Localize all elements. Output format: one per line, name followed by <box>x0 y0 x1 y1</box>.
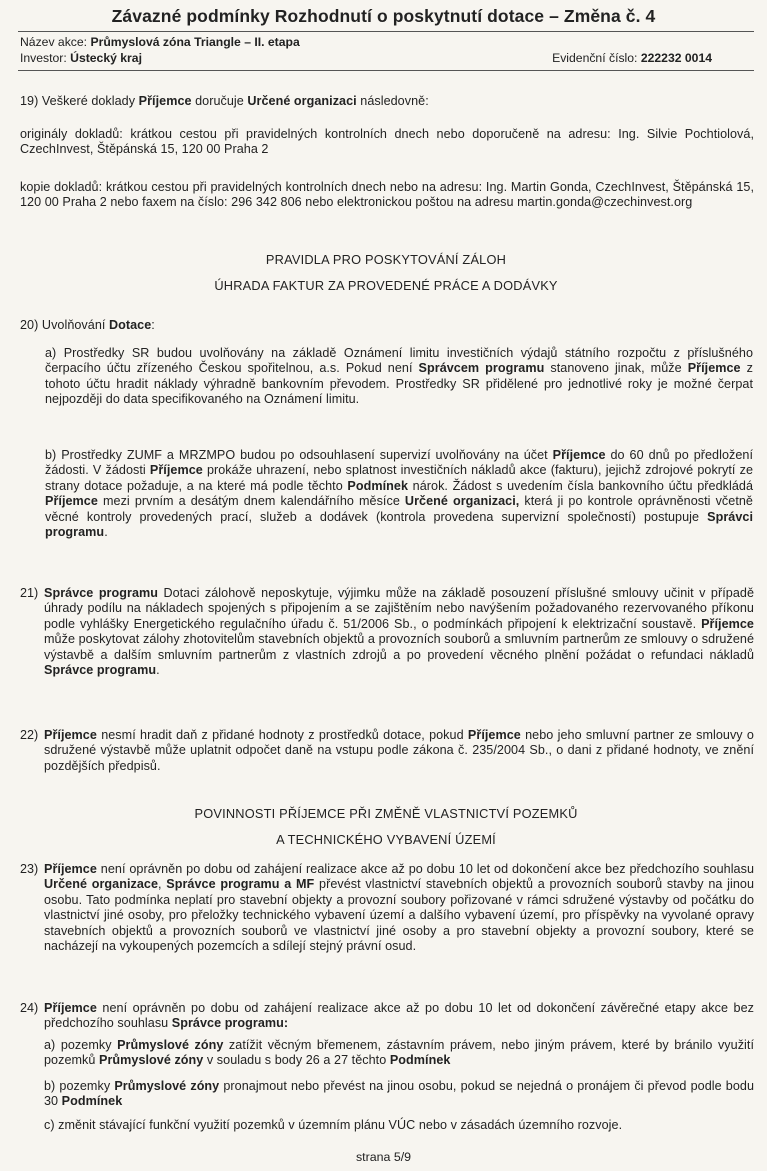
originals-address: originály dokladů: krátkou cestou při pravidelných kontrolních dnech nebo doporučeně na adresu: Ing. Silvie Pochtiolová, CzechInvest, Štěpánská 15, 120 00 Praha 2 <box>20 127 754 157</box>
bold-text: Průmyslové zóny <box>99 1053 204 1068</box>
text: převést vlastnictví stavebních objektů a provozních souborů stavby na jinou osobu. Tato podmínka neplatí pro stavební objekty a provozní soubory pořizované v rámci sdružené výstavby od počátku do vlastnictví jiné osoby, pro přeložky technického vybavení území a dalšího vybavení území, pro příspěvky na vyvolané opravy stavebních objektů a provozních souborů ve vlastnictví jiné osoby a pro stavební objekty a provozní soubory, které se nacházejí na vykoupených pozemcích a sdílejí stejný právní osud. <box>44 877 754 954</box>
bold-text: Příjemce <box>45 494 98 509</box>
title-rule <box>18 31 754 32</box>
copies-address: kopie dokladů: krátkou cestou při pravidelných kontrolních dnech nebo na adresu: Ing. Martin Gonda, CzechInvest, Štěpánská 15, 120 00 Praha 2 nebo faxem na číslo: 296 342 806 nebo elektronickou poštou na adresu martin.gonda@czechinvest.org <box>20 180 754 210</box>
bold-text: Správce programu a MF <box>166 877 315 892</box>
text: b) pozemky <box>44 1079 115 1093</box>
paragraph-20a <box>45 346 753 408</box>
bold-text: Příjemce <box>687 361 741 376</box>
text: Uvolňování <box>41 318 109 332</box>
text: nebo jeho smluvní partner ze smlouvy o sdružené výstavbě může uplatnit odpočet daně na vstupu podle zákona č. 235/2004 Sb., o dani z přidané hodnoty, ve znění pozdějších předpisů. <box>44 728 754 773</box>
text: není oprávněn po dobu od zahájení realizace akce až po dobu 10 let od dokončení akce bez předchozího souhlasu <box>96 862 754 876</box>
text: : <box>151 318 155 332</box>
text: může poskytovat zálohy zhotovitelům stavebních objektů a provozních souborů a smluvním partnerům ze smlouvy o sdružené výstavbě a dalším smluvním partnerům z vlastních zdrojů a po provedení věcného plnění požádat o refundaci nákladů <box>44 632 754 662</box>
bold-text: Správce programu <box>44 663 157 678</box>
text: nesmí hradit daň z přidané hodnoty z prostředků dotace, pokud <box>96 728 468 742</box>
bold-text: Příjemce <box>552 448 606 462</box>
text: a) Prostředky SR budou uvolňovány na základě Oznámení limitu investičních výdajů státního rozpočtu z příslušného čerpacího účtu zřízeného Českou spořitelnou, a.s. Pokud není <box>45 346 753 376</box>
paragraph-number: 20) <box>20 318 39 332</box>
text: nárok. Žádost s uvedením čísla bankovního účtu předkládá <box>408 478 753 493</box>
bold-text: Správce programu <box>44 586 158 600</box>
bold-text: Určené organizace <box>44 877 159 892</box>
text: prokáže uhrazení, nebo splatnost investičních nákladů akce (fakturu), jejichž zdrojové pokrytí ze strany dotace požaduje, a na které má podle těchto <box>45 463 754 493</box>
section-heading: PRAVIDLA PRO POSKYTOVÁNÍ ZÁLOH <box>265 252 507 267</box>
action-label: Název akce: <box>20 35 88 49</box>
paragraph-22 <box>44 728 754 774</box>
bold-text: Dotace <box>108 318 152 332</box>
paragraph-24 <box>44 1001 754 1032</box>
bold-text: Průmyslové zóny <box>117 1038 224 1052</box>
paragraph-20 <box>20 318 754 333</box>
paragraph-number: 19) <box>20 94 39 108</box>
text: , <box>158 877 167 892</box>
investor-label: Investor: <box>20 51 67 65</box>
bold-text: Určené organizaci <box>247 94 357 108</box>
bold-text: Příjemce <box>701 616 754 631</box>
paragraph-19 <box>20 94 754 109</box>
text: není oprávněn po dobu od zahájení realizace akce až po dobu 10 let od dokončení závěrečné etapy akce bez předchozího souhlasu <box>44 1001 754 1031</box>
text: následovně: <box>356 94 429 108</box>
bold-text: Příjemce <box>44 728 97 742</box>
text: pronajmout nebo převést na jinou osobu, pokud se nejedná o pronájem či převod podle bodu 30 <box>44 1079 755 1109</box>
section-heading: POVINNOSTI PŘÍJEMCE PŘI ZMĚNĚ VLASTNICTVÍ POZEMKŮ <box>194 806 578 821</box>
paragraph-20b <box>45 448 753 540</box>
paragraph-number: 21) <box>20 586 39 600</box>
text: zatížit věcným břemenem, zástavním právem, nebo jiným právem, které by bránilo využití pozemků <box>44 1038 754 1068</box>
bold-text: Podmínek <box>61 1094 123 1109</box>
paragraph-number: 24) <box>20 1001 39 1015</box>
text: Dotaci zálohově neposkytuje, výjimku může na základě posouzení příslušné smlouvy učinit v případě úhrady podílu na nákladech spojených s připojením a se zajištěním nebo navýšením požadovaného rezervovaného příkonu podle vyhlášky Energetického regulačního úřadu č. 51/2006 Sb., o podmínkách připojení k elektrizační soustavě. <box>44 586 754 631</box>
text: Veškeré doklady <box>41 94 139 108</box>
text: v souladu s body 26 a 27 těchto <box>203 1053 390 1068</box>
paragraph-23 <box>44 862 754 954</box>
text: z tohoto účtu hradit náklady výhradně bankovním převodem. Prostředky SR přidělené pro jednotlivé roky je možné čerpat nejpozději do data specifikovaného na Oznámení limitu. <box>45 361 753 407</box>
paragraph-24b <box>44 1079 754 1110</box>
text: mezi prvním a desátým dnem kalendářního měsíce <box>97 494 405 509</box>
bold-text: Správcem programu <box>418 361 545 376</box>
page-title: Závazné podmínky Rozhodnutí o poskytnutí dotace – Změna č. 4 <box>111 6 656 26</box>
evidence-value: 222232 0014 <box>640 51 712 65</box>
paragraph-24a <box>44 1038 754 1069</box>
section-heading: ÚHRADA FAKTUR ZA PROVEDENÉ PRÁCE A DODÁVKY <box>214 278 558 293</box>
text: a) pozemky <box>44 1038 118 1052</box>
paragraph-24c: c) změnit stávající funkční využití pozemků v územním plánu VÚC nebo v zásadách územního rozvoje. <box>44 1118 623 1132</box>
paragraph-number: 22) <box>20 728 39 742</box>
bold-text: Podmínek <box>389 1053 451 1068</box>
paragraph-21 <box>44 586 754 678</box>
bold-text: Příjemce <box>44 862 97 876</box>
investor <box>20 51 142 65</box>
text: doručuje <box>191 94 248 108</box>
bold-text: Příjemce <box>138 94 192 108</box>
action-name <box>20 35 300 49</box>
text: která ji po kontrole oprávněnosti včetně věcné kontroly provedených prací, služeb a dodávek (kontrola provedena supervizní společností) postupuje <box>45 494 753 524</box>
bold-text: Správce programu: <box>171 1016 289 1031</box>
text: . <box>104 525 108 540</box>
investor-value: Ústecký kraj <box>70 51 142 65</box>
page-number: strana 5/9 <box>355 1150 412 1164</box>
bold-text: Průmyslové zóny <box>114 1079 220 1093</box>
bold-text: Správci programu <box>45 509 753 540</box>
bold-text: Příjemce <box>149 463 203 478</box>
bold-text: Příjemce <box>44 1001 97 1015</box>
bold-text: Příjemce <box>467 728 521 742</box>
section-heading: A TECHNICKÉHO VYBAVENÍ ÚZEMÍ <box>276 832 496 847</box>
text: b) Prostředky ZUMF a MRZMPO budou po odsouhlasení supervizí uvolňovány na účet <box>45 448 553 462</box>
header-rule <box>18 70 754 71</box>
evidence-label: Evidenční číslo: <box>552 51 638 65</box>
paragraph-number: 23) <box>20 862 39 876</box>
evidence-number <box>552 51 712 65</box>
text: do 60 dnů po předložení žádosti. V žádosti <box>45 448 754 478</box>
bold-text: Určené organizaci, <box>404 494 520 509</box>
bold-text: Podmínek <box>347 478 409 493</box>
text: stanoveno jinak, může <box>544 361 688 376</box>
action-value: Průmyslová zóna Triangle – II. etapa <box>90 35 300 49</box>
text: . <box>156 663 160 678</box>
